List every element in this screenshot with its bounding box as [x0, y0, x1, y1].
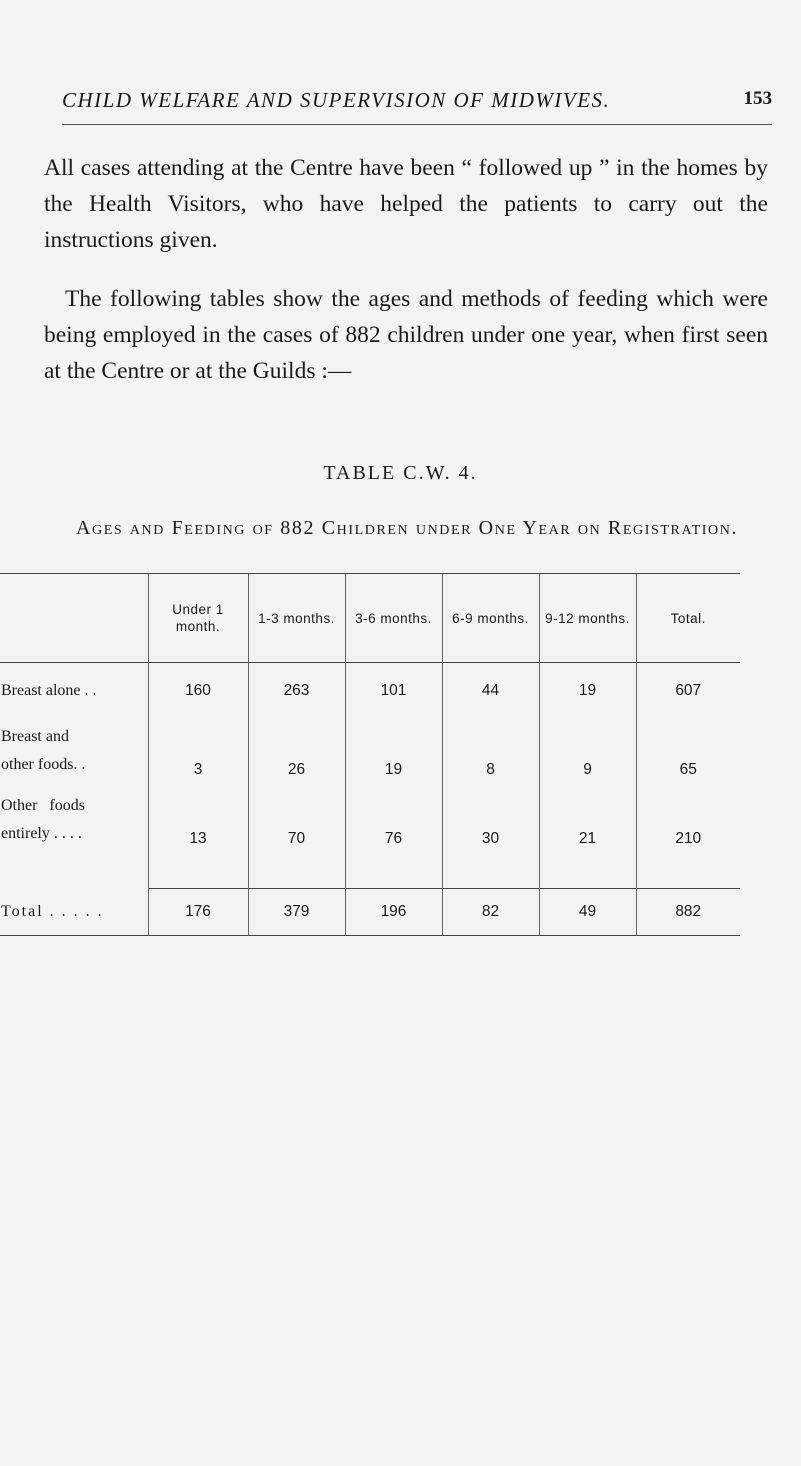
table-spacer-row — [0, 850, 740, 889]
table-title: TABLE C.W. 4. — [323, 462, 478, 484]
running-title: CHILD WELFARE AND SUPERVISION OF MIDWIVES. — [62, 88, 611, 112]
row-label-line: Breast and — [1, 728, 69, 745]
col-header-total: Total. — [636, 574, 740, 663]
table-cell: 26 — [248, 712, 345, 781]
table-cell: 19 — [345, 712, 442, 781]
table-caption: Ages and Feeding of 882 Children under One Year on Registration. — [75, 517, 739, 539]
page-number: 153 — [743, 88, 772, 109]
table-cell: 160 — [148, 663, 248, 713]
total-cell: 82 — [442, 889, 539, 936]
row-label-breast-and-other-foods — [0, 712, 148, 781]
table-row — [0, 781, 740, 850]
table-cell: 44 — [442, 663, 539, 713]
feeding-table — [0, 573, 740, 936]
total-cell: 196 — [345, 889, 442, 936]
table-cell: 13 — [148, 781, 248, 850]
paragraph-follow-up: All cases attending at the Centre have been “ followed up ” in the homes by the Health Visitors, who have helped the patients to carry out the instructions given. — [44, 155, 768, 253]
col-header-under-1-month: Under 1 month. — [148, 574, 248, 663]
table-cell: 607 — [636, 663, 740, 713]
table-cell: 101 — [345, 663, 442, 713]
row-label-other-foods-entirely — [0, 781, 148, 850]
table-header-row — [0, 574, 740, 663]
table-cell: 3 — [148, 712, 248, 781]
running-header — [62, 88, 772, 128]
table-cell: 210 — [636, 781, 740, 850]
header-rule — [62, 124, 772, 125]
col-header-9-12-months: 9-12 months. — [539, 574, 636, 663]
table-cell: 30 — [442, 781, 539, 850]
table-total-row — [0, 889, 740, 936]
total-cell: 49 — [539, 889, 636, 936]
row-label-breast-alone: Breast alone . . — [1, 682, 97, 699]
table-cell: 21 — [539, 781, 636, 850]
table-cell: 65 — [636, 712, 740, 781]
col-header-1-3-months: 1-3 months. — [248, 574, 345, 663]
row-label-line: other foods. . — [1, 756, 86, 773]
paragraph-tables-intro: The following tables show the ages and methods of feeding which were being employed in the cases of 882 children under one year, when first seen at the Centre or at the Guilds :— — [44, 286, 768, 384]
col-header-6-9-months: 6-9 months. — [442, 574, 539, 663]
table-cell: 263 — [248, 663, 345, 713]
header-corner — [0, 574, 148, 663]
table-row — [0, 663, 740, 713]
col-header-3-6-months: 3-6 months. — [345, 574, 442, 663]
table-cell: 76 — [345, 781, 442, 850]
table-row — [0, 712, 740, 781]
total-cell: 379 — [248, 889, 345, 936]
table-cell: 19 — [539, 663, 636, 713]
table-cell: 70 — [248, 781, 345, 850]
row-label-line: Other foods — [1, 797, 85, 814]
table-cell: 9 — [539, 712, 636, 781]
row-label-line: entirely . . . . — [1, 825, 82, 842]
table-cell: 8 — [442, 712, 539, 781]
total-cell: 176 — [148, 889, 248, 936]
row-label-total: Total . . . . . — [0, 889, 148, 936]
total-cell: 882 — [636, 889, 740, 936]
